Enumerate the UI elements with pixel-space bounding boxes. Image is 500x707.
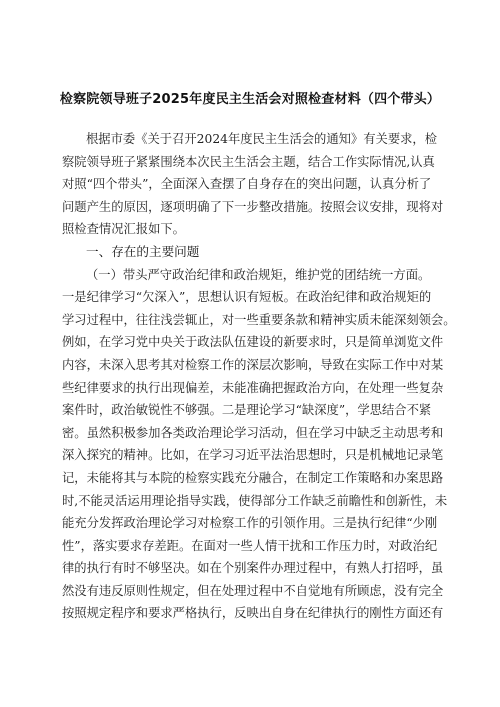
paragraph-line: 律的执行有时不够坚决。如在个别案件办理过程中，有熟人打招呼，虽 [62, 561, 444, 576]
paragraph-line: （一）带头严守政治纪律和政治规矩，维护党的团结统一方面。 [86, 267, 431, 282]
paragraph-line: 按照规定程序和要求严格执行，反映出自身在纪律执行的刚性方面还有 [62, 606, 444, 621]
paragraph-line: 深入探究的精神。比如，在学习习近平法治思想时，只是机械地记录笔 [62, 448, 444, 463]
paragraph-line: 察院领导班子紧紧围绕本次民主生活会主题，结合工作实际情况,认真 [62, 154, 435, 169]
paragraph-line: 时,不能灵活运用理论指导实践，使得部分工作缺乏前瞻性和创新性，未 [62, 493, 448, 508]
paragraph-line: 一是纪律学习“欠深入”，思想认识有短板。在政治纪律和政治规矩的 [62, 290, 432, 305]
paragraph-line: 例如，在学习党中央关于政法队伍建设的新要求时，只是简单浏览文件 [62, 335, 444, 350]
paragraph-line: 能充分发挥政治理论学习对检察工作的引领作用。三是执行纪律“少刚 [62, 516, 438, 531]
section-heading: 一、存在的主要问题 [86, 243, 200, 259]
document-title: 检察院领导班子2025年度民主生活会对照检查材料（四个带头） [59, 92, 441, 107]
paragraph-line: 学习过程中，往往浅尝辄止，对一些重要条款和精神实质未能深刻领会。 [62, 312, 456, 327]
paragraph-line: 性”，落实要求存差距。在面对一些人情干扰和工作压力时，对政治纪 [62, 538, 438, 553]
paragraph-line: 案件时，政治敏锐性不够强。二是理论学习“缺深度”，学思结合不紧 [62, 403, 432, 418]
document-body [62, 128, 462, 625]
paragraph-line: 记，未能将其与本院的检察实践充分融合，在制定工作策略和办案思路 [62, 470, 444, 485]
paragraph-line: 问题产生的原因，逐项明确了下一步整改措施。按照会议安排，现将对 [62, 199, 444, 214]
paragraph-line: 密。虽然积极参加各类政治理论学习活动，但在学习中缺乏主动思考和 [62, 425, 444, 440]
paragraph-line: 些纪律要求的执行出现偏差，未能准确把握政治方向，在处理一些复杂 [62, 380, 444, 395]
paragraph-line: 照检查情况汇报如下。 [62, 222, 185, 237]
paragraph-line: 然没有违反原则性规定，但在处理过程中不自觉地有所顾虑，没有完全 [62, 583, 444, 598]
paragraph-line: 根据市委《关于召开2024年度民主生活会的通知》有关要求，检 [86, 132, 438, 146]
paragraph-line: 内容，未深入思考其对检察工作的深层次影响，导致在实际工作中对某 [62, 357, 444, 372]
paragraph-line: 对照“四个带头”，全面深入查摆了自身存在的突出问题，认真分析了 [62, 177, 432, 192]
